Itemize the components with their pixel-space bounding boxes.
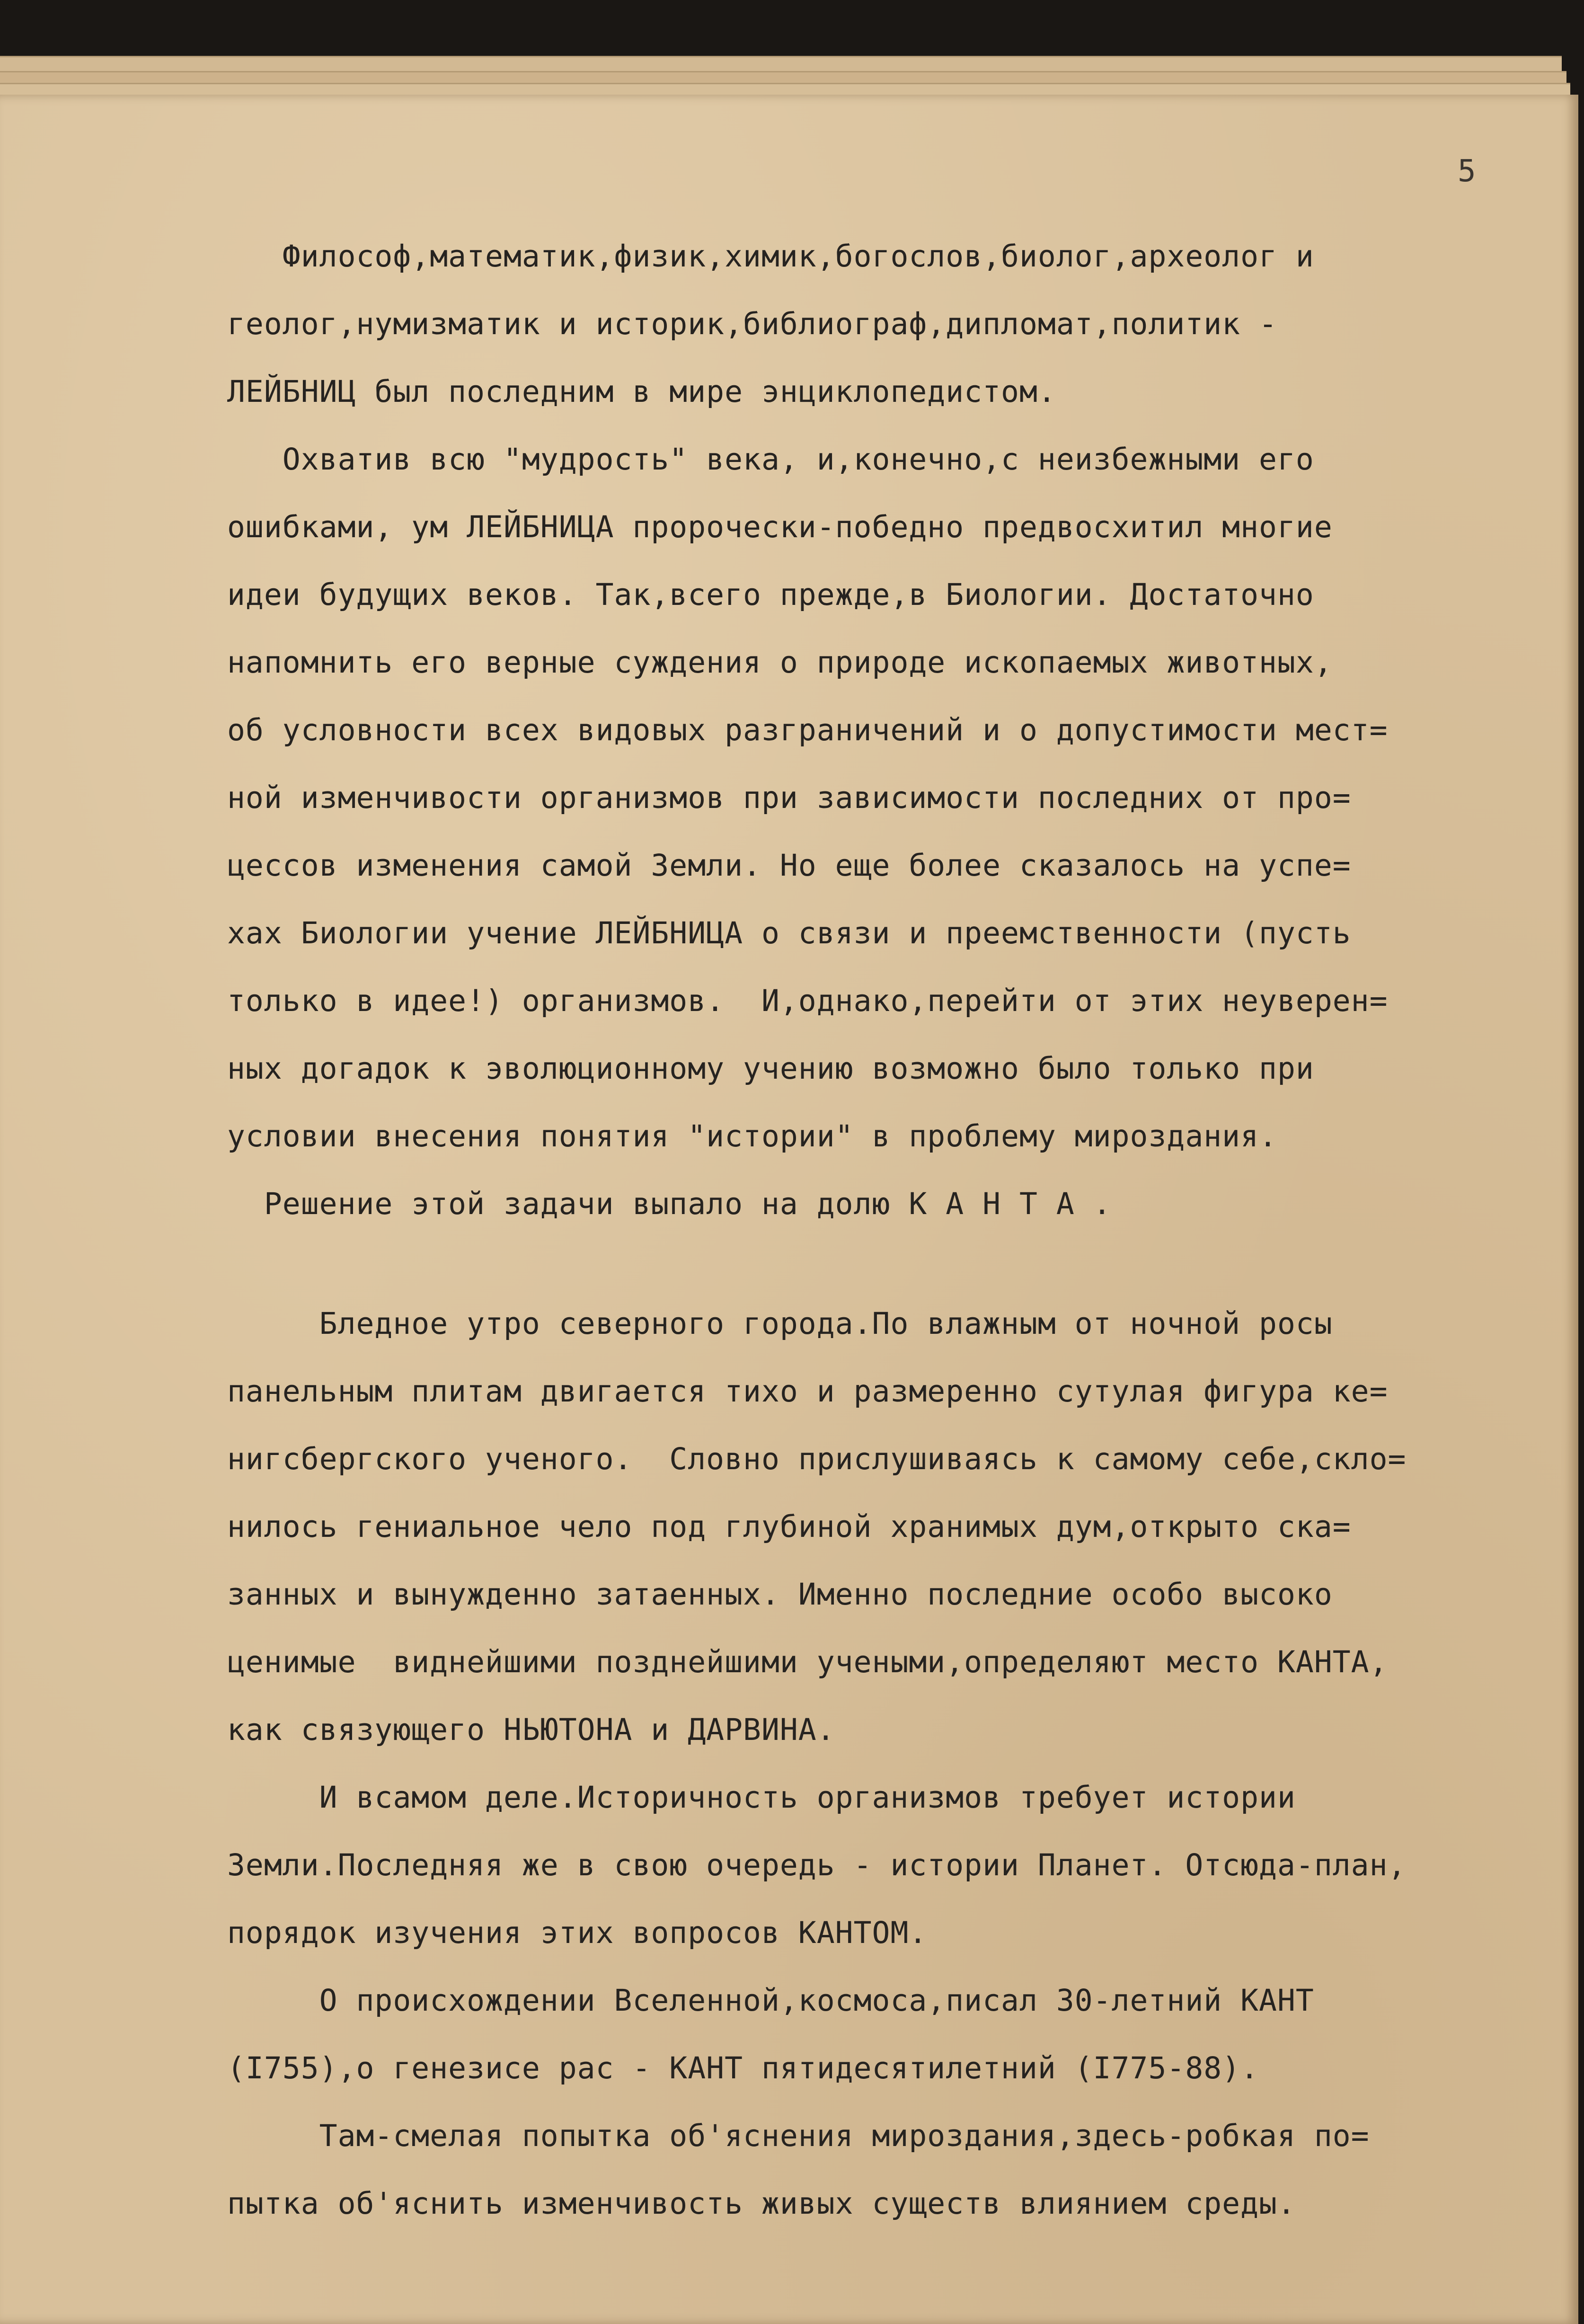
text-line: Охватив всю "мудрость" века, и,конечно,с неизбежными его: [227, 442, 1314, 477]
text-line: Земли.Последняя же в свою очередь - истории Планет. Отсюда-план,: [227, 1848, 1407, 1882]
text-line: нигсбергского ученого. Словно прислушиваясь к самому себе,скло=: [227, 1442, 1407, 1476]
text-line: как связующего НЬЮТОНА и ДАРВИНА.: [227, 1712, 835, 1747]
text-line: Решение этой задачи выпало на долю К А Н Т А .: [227, 1187, 1112, 1221]
text-line: напомнить его верные суждения о природе ископаемых животных,: [227, 645, 1333, 680]
text-line: ошибками, ум ЛЕЙБНИЦА пророчески-победно предвосхитил многие: [227, 510, 1333, 544]
text-line: И всамом деле.Историчность организмов требует истории: [227, 1780, 1296, 1815]
paragraph-gap: [227, 1238, 1529, 1290]
typewritten-page: [0, 95, 1578, 2324]
text-line: идеи будущих веков. Так,всего прежде,в Биологии. Достаточно: [227, 577, 1314, 612]
text-line: Философ,математик,физик,химик,богослов,биолог,археолог и: [227, 239, 1314, 274]
text-line: занных и вынужденно затаенных. Именно последние особо высоко: [227, 1577, 1333, 1612]
text-line: пытка об'яснить изменчивость живых существ влиянием среды.: [227, 2186, 1296, 2221]
text-line: геолог,нумизматик и историк,библиограф,дипломат,политик -: [227, 307, 1277, 341]
text-line: порядок изучения этих вопросов КАНТОМ.: [227, 1916, 928, 1950]
text-line: нилось гениальное чело под глубиной хранимых дум,открыто ска=: [227, 1509, 1351, 1544]
text-line: Там-смелая попытка об'яснения мироздания,здесь-робкая по=: [227, 2119, 1370, 2153]
text-line: панельным плитам двигается тихо и размеренно сутулая фигура ке=: [227, 1374, 1388, 1409]
text-line: хах Биологии учение ЛЕЙБНИЦА о связи и преемственности (пусть: [227, 916, 1351, 950]
page-number: 5: [1458, 154, 1476, 189]
text-line: условии внесения понятия "истории" в проблему мироздания.: [227, 1119, 1277, 1153]
body-text: [227, 222, 1529, 2237]
text-line: ных догадок к эволюционному учению возможно было только при: [227, 1051, 1314, 1086]
text-line: ЛЕЙБНИЦ был последним в мире энциклопедистом.: [227, 374, 1056, 409]
text-line: ной изменчивости организмов при зависимости последних от про=: [227, 781, 1351, 815]
text-line: ценимые виднейшими позднейшими учеными,определяют место КАНТА,: [227, 1645, 1388, 1679]
text-line: О происхождении Вселенной,космоса,писал 30-летний КАНТ: [227, 1983, 1314, 2018]
text-line: только в идее!) организмов. И,однако,перейти от этих неуверен=: [227, 984, 1388, 1018]
text-line: Бледное утро северного города.По влажным от ночной росы: [227, 1306, 1333, 1341]
text-line: цессов изменения самой Земли. Но еще более сказалось на успе=: [227, 848, 1351, 883]
text-line: об условности всех видовых разграничений и о допустимости мест=: [227, 713, 1388, 747]
text-line: (I755),о генезисе рас - КАНТ пятидесятилетний (I775-88).: [227, 2051, 1259, 2085]
